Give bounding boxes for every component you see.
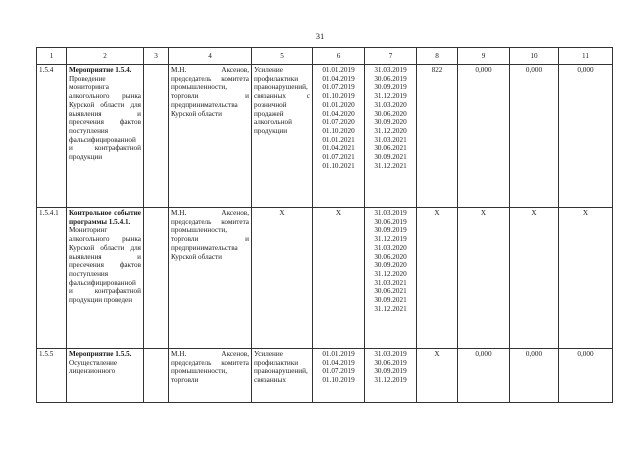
activity-name	[67, 208, 144, 349]
column-header: 4	[169, 48, 252, 65]
expected-result: Усиление профилактики правонарушений, связанных	[252, 349, 313, 403]
value-col8: X	[417, 208, 458, 349]
activity-description: Проведение мониторинга алкогольного рынка Курской области для выявления и пресечения фактов поступления фальсифицированной и контрафактной продукции	[69, 74, 141, 162]
start-dates: X	[313, 208, 365, 349]
program-table	[36, 47, 613, 403]
start-dates: 01.01.2019 01.04.2019 01.07.2019 01.10.2019 01.01.2020 01.04.2020 01.07.2020 01.10.2020 01.01.2021 01.04.2021 01.07.2021 01.10.2021	[313, 65, 365, 208]
value-col10: 0,000	[510, 349, 559, 403]
column-header: 10	[510, 48, 559, 65]
value-col11: X	[559, 208, 613, 349]
end-dates: 31.03.2019 30.06.2019 30.09.2019 31.12.2019 31.03.2020 30.06.2020 30.09.2020 31.12.2020 31.03.2021 30.06.2021 30.09.2021 31.12.2021	[365, 65, 417, 208]
value-col9: 0,000	[458, 349, 510, 403]
column-header: 6	[313, 48, 365, 65]
empty-cell	[144, 349, 169, 403]
activity-title: Мероприятие 1.5.5.	[69, 350, 132, 358]
value-col9: 0,000	[458, 65, 510, 208]
activity-title: Мероприятие 1.5.4.	[69, 66, 132, 74]
value-col8: X	[417, 349, 458, 403]
value-col10: X	[510, 208, 559, 349]
responsible-person: М.Н. Аксенов, председатель комитета промышленности, торговли	[169, 349, 252, 403]
table-row	[37, 65, 613, 208]
column-header: 3	[144, 48, 169, 65]
expected-result: X	[252, 208, 313, 349]
header-row	[37, 48, 613, 65]
activity-title: Контрольное событие программы 1.5.4.1.	[69, 209, 141, 226]
empty-cell	[144, 208, 169, 349]
end-dates: 31.03.2019 30.06.2019 30.09.2019 31.12.2019	[365, 349, 417, 403]
empty-cell	[144, 65, 169, 208]
page-number: 31	[315, 31, 325, 41]
value-col11: 0,000	[559, 65, 613, 208]
column-header: 8	[417, 48, 458, 65]
responsible-person: М.Н. Аксенов, председатель комитета промышленности, торговли и предпринимательства Курской области	[169, 65, 252, 208]
table-row	[37, 349, 613, 403]
column-header: 7	[365, 48, 417, 65]
column-header: 11	[559, 48, 613, 65]
value-col10: 0,000	[510, 65, 559, 208]
end-dates: 31.03.2019 30.06.2019 30.09.2019 31.12.2019 31.03.2020 30.06.2020 30.09.2020 31.12.2020 31.03.2021 30.06.2021 30.09.2021 31.12.2021	[365, 208, 417, 349]
activity-description: Мониторинг алкогольного рынка Курской области для выявления и пресечения фактов поступления фальсифицированной и контрафактной продукции проведен	[69, 226, 141, 305]
column-header: 9	[458, 48, 510, 65]
value-col9: X	[458, 208, 510, 349]
column-header: 5	[252, 48, 313, 65]
start-dates: 01.01.2019 01.04.2019 01.07.2019 01.10.2019	[313, 349, 365, 403]
column-header: 1	[37, 48, 67, 65]
value-col11: 0,000	[559, 349, 613, 403]
activity-description: Осуществление лицензионного	[69, 358, 118, 376]
column-header: 2	[67, 48, 144, 65]
row-number: 1.5.4	[37, 65, 67, 208]
expected-result: Усиление профилактики правонарушений, связанных с розничной продажей алкогольной продукции	[252, 65, 313, 208]
activity-name	[67, 349, 144, 403]
responsible-person: М.Н. Аксенов, председатель комитета промышленности, торговли и предпринимательства Курской области	[169, 208, 252, 349]
table-row	[37, 208, 613, 349]
row-number: 1.5.5	[37, 349, 67, 403]
row-number: 1.5.4.1	[37, 208, 67, 349]
value-col8: 822	[417, 65, 458, 208]
activity-name	[67, 65, 144, 208]
